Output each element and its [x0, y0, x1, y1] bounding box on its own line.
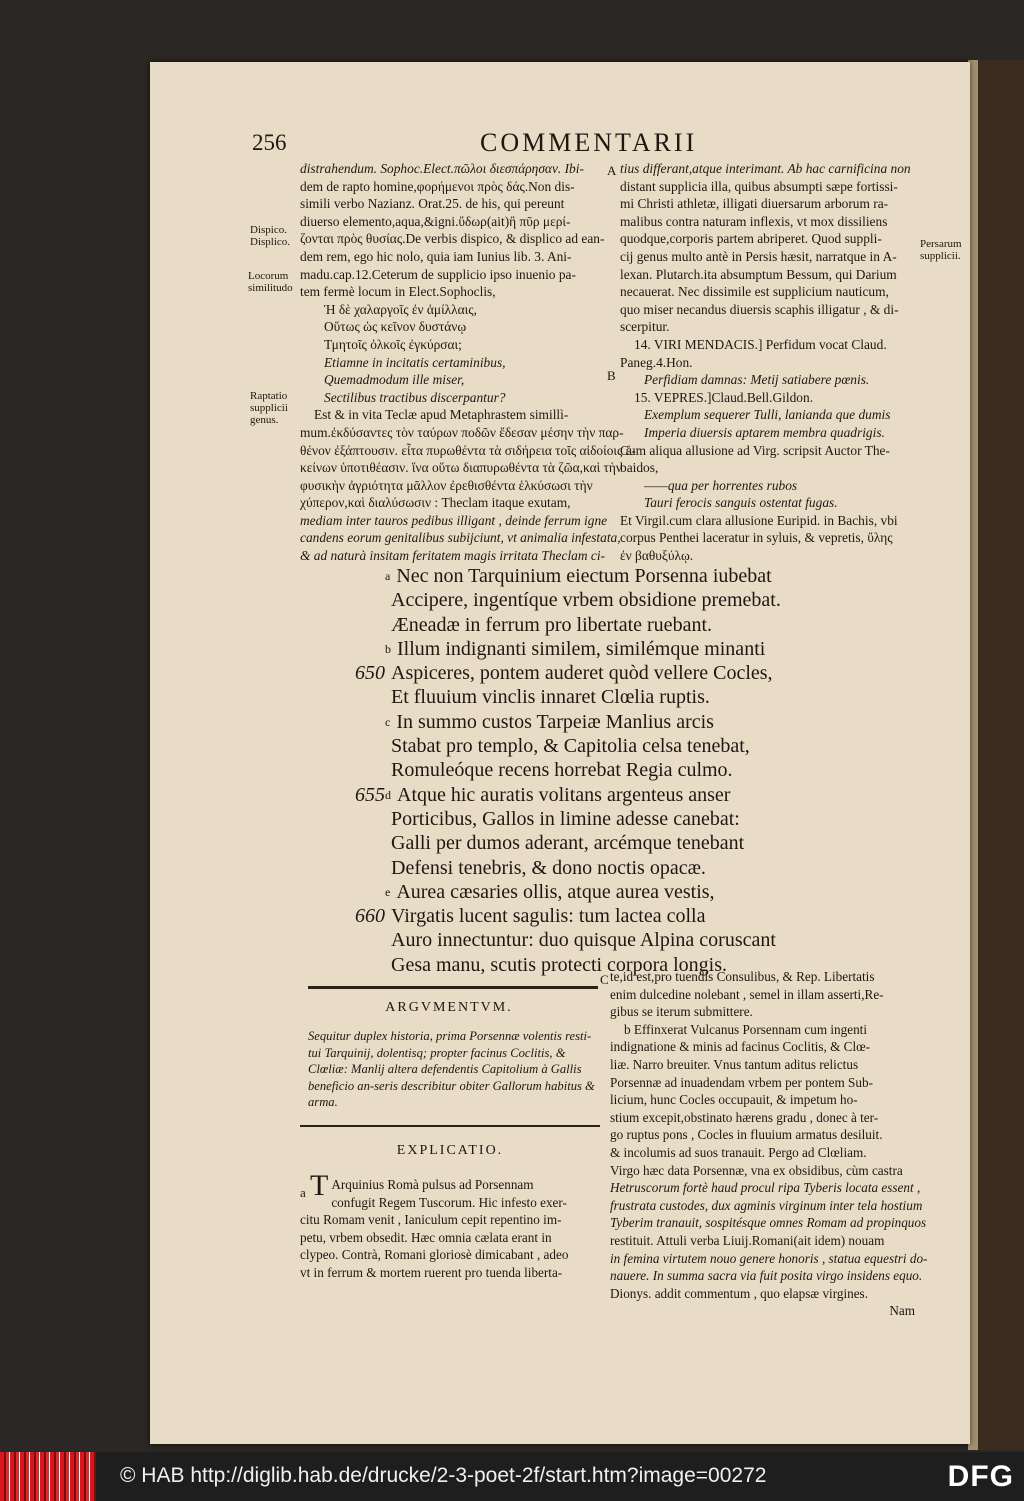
text-line: Imperia diuersis aptarem membra quadrigis. — [644, 424, 885, 440]
page-number: 256 — [252, 130, 287, 155]
text-line: quo miser necandus diuersis scaphis illigatur , & di- — [620, 301, 899, 317]
column-mark-a: A — [607, 163, 617, 178]
verse-text: Auro innectuntur: duo quisque Alpina coruscant — [391, 929, 776, 952]
text-line: Virgo hæc data Porsennæ, vna ex obsidibus, cùm castra — [610, 1162, 903, 1178]
verse-line — [355, 710, 815, 734]
text-line: Tauri ferocis sanguis ostentat fugas. — [644, 495, 838, 511]
text-line: liæ. Narro breuiter. Vnus tantum aditus relictus — [610, 1056, 859, 1072]
book-edge — [968, 60, 1024, 1450]
verse-line — [355, 904, 815, 928]
verse-block — [355, 564, 815, 977]
argumentum-text: Sequitur duplex historia, prima Porsennæ volentis resti-tui Tarquinij, dolentisq; propter facinus Coclitis, & Clœliæ: Manlij altera defendentis Capitolium à Gallis beneficio an-seris describitur obiter Gallorum habitus & arma. — [308, 1029, 595, 1109]
text-line: 15. VEPRES.]Claud.Bell.Gildon. — [634, 389, 814, 405]
text-line: simili verbo Nazianz. Orat.25. de his, qui pereunt — [300, 196, 565, 212]
text-line: gibus se iterum submittere. — [610, 1004, 753, 1020]
verse-line — [355, 783, 815, 807]
text-line: diuerso elemento,aqua,&igni.ὕδωρ(ait)ἢ πῦρ μερί- — [300, 213, 571, 229]
text-line: quodque,corporis partem abriperet. Quod suppli- — [620, 231, 882, 247]
text-line: dem de rapto homine,φορήμενοι πρὸς δάς.Non dis- — [300, 178, 575, 194]
color-calibration-bar — [0, 1452, 96, 1501]
text-line: enim dulcedine nolebant , semel in illam asserti,Re- — [610, 986, 884, 1002]
text-line: Est & in vita Teclæ apud Metaphrastem simillì- — [314, 407, 569, 423]
verse-text: Defensi tenebris, & dono noctis opacæ. — [391, 856, 706, 879]
text-line: Cum aliqua allusione ad Virg. scripsit Auctor The- — [620, 442, 890, 458]
text-line: dem rem, ego hic nolo, quia iam Iunius lib. 3. Ani- — [300, 248, 572, 264]
text-line: mum.ἐκδύσαντες τὸν ταύρων ποδῶν ἔδεσαν μέσην τὴν παρ- — [300, 424, 624, 440]
text-line: Sectilibus tractibus discerpantur? — [324, 389, 506, 405]
text-line: χύπερον,καὶ διαλύσωσιν : Theclam itaque exutam, — [300, 495, 571, 511]
text-line: Paneg.4.Hon. — [620, 354, 693, 370]
verse-text: Gesa manu, scutis protecti corpora longis. — [391, 953, 728, 976]
running-head: COMMENTARII — [480, 128, 698, 157]
margin-note-dispico: Dispico. Displico. — [250, 224, 291, 248]
lower-right-column — [610, 968, 928, 1320]
verse-text: Nec non Tarquinium eiectum Porsenna iubebat — [396, 565, 772, 587]
dfg-logo: DFG — [947, 1460, 1014, 1493]
text-line: ——qua per horrentes rubos — [644, 477, 798, 493]
text-line: te,id est,pro tuendis Consulibus, & Rep. Libertatis — [610, 969, 875, 984]
text-line: Τμητοῖς ὁλκοῖς ἐγκύρσαι; — [324, 336, 462, 352]
section-rule-2 — [300, 1125, 600, 1127]
text-line: Dionys. addit commentum , quo elapsæ virgines. — [610, 1285, 868, 1301]
drop-cap: T — [310, 1169, 329, 1202]
text-line: ἐν βαθυξύλῳ. — [620, 548, 694, 564]
text-line: mi Christi athletæ, illigati diuersarum arborum ra- — [620, 196, 889, 212]
text-line: Nam — [889, 1303, 915, 1319]
verse-text: Galli per dumos aderant, arcémque tenebant — [391, 832, 745, 855]
verse-text: Accipere, ingentíque vrbem obsidione premebat. — [391, 589, 781, 612]
text-line: corpus Penthei laceratur in syluis, & vepretis, ὕλης — [620, 530, 893, 546]
verse-line — [355, 856, 815, 880]
text-line: nauere. In summa sacra via fuit posita virgo insidens equo. — [610, 1268, 923, 1284]
text-line: Οὕτως ὡς κεῖνον δυστάνῳ — [324, 319, 467, 335]
text-line: 14. VIRI MENDACIS.] Perfidum vocat Claud. — [634, 336, 887, 352]
verse-text: Et fluuium vinclis innaret Clœlia ruptis. — [391, 686, 710, 709]
margin-note-raptatio: Raptatio supplicii genus. — [250, 390, 288, 426]
verse-line-number: 655 — [355, 783, 385, 806]
text-line: distrahendum. Sophoc.Elect.πῶλοι διεσπάρησαν. Ibi- — [300, 161, 584, 176]
text-line: baidos, — [620, 460, 659, 476]
verse-line — [355, 880, 815, 904]
note-letter: c — [385, 714, 391, 729]
left-column — [300, 160, 636, 565]
verse-text: Aurea cæsaries ollis, atque aurea vestis, — [396, 880, 715, 903]
text-line: indignatione & minis ad facinus Coclitis, & Clœ- — [610, 1039, 871, 1055]
text-line: Exemplum sequerer Tulli, lanianda que dumis — [644, 407, 891, 423]
text-line: petu, vrbem obsedit. Hæc omnia cælata erant in — [300, 1229, 552, 1245]
text-line: licium, hunc Cocles occupauit, & impetum ho- — [610, 1092, 858, 1108]
text-line: stium excepit,obstinato hærens gradu , donec à ter- — [610, 1109, 879, 1125]
text-line: distant supplicia illa, quibus absumpti sæpe fortissi- — [620, 178, 898, 194]
text-line: Ἡ δὲ χαλαργοῖς ἐν ἁμίλλαις, — [324, 301, 477, 317]
verse-line — [355, 928, 815, 952]
note-letter: d — [385, 787, 391, 802]
verse-text: Stabat pro templo, & Capitolia celsa tenebat, — [391, 735, 750, 758]
column-mark-c: C — [600, 972, 609, 987]
text-line: θένον ἐξάπτουσιν. εἶτα πυρωθέντα τὰ σιδήρεια τοῖς αἰδοίοις ἐ- — [300, 442, 636, 458]
verse-line — [355, 661, 815, 685]
text-line: frustrata custodes, dux agminis virginum inter tela hostium — [610, 1197, 923, 1213]
explicatio-letter: a — [300, 1185, 306, 1200]
verse-line-number: 660 — [355, 905, 385, 928]
verse-line — [355, 685, 815, 709]
verse-line — [355, 831, 815, 855]
text-line: & ad naturà insitam feritatem magis irritata Theclam ci- — [300, 548, 606, 564]
text-line: clypeo. Contrà, Romani gloriosè dimicabant , adeo — [300, 1247, 569, 1263]
verse-line — [355, 807, 815, 831]
text-line: Quemadmodum ille miser, — [324, 372, 465, 388]
verse-line — [355, 613, 815, 637]
text-line: Tyberim tranauit, sospitésque omnes Romam ad propinquos — [610, 1215, 927, 1231]
text-line: Porsennæ ad inuadendam vrbem per pontem Sub- — [610, 1074, 873, 1090]
argumentum-title: ARGVMENTVM. — [385, 1000, 513, 1015]
text-line: mediam inter tauros pedibus illigant , deinde ferrum igne — [300, 512, 608, 528]
text-line: Arquinius Romà pulsus ad Porsennam — [331, 1177, 534, 1192]
text-line: Perfidiam damnas: Metij satiabere pœnis. — [644, 372, 870, 388]
text-line: go ruptus pons , Cocles in fluuium armatus desiluit. — [610, 1127, 883, 1143]
note-letter: e — [385, 884, 391, 899]
text-line: κείνων ὑποτιθέασιν. ἵνα οὕτω διαπυρωθέντα τὰ ζῶα,καὶ τὴν — [300, 460, 622, 476]
text-line: Et Virgil.cum clara allusione Euripid. in Bachis, vbi — [620, 512, 898, 528]
explicatio-title: EXPLICATIO. — [396, 1143, 504, 1158]
text-line: & incolumis ad suos tranauit. Pergo ad Clœliam. — [610, 1144, 867, 1160]
text-line: lexan. Plutarch.ita absumptum Bessum, qui Darium — [620, 266, 897, 282]
text-line: necauerat. Nec dissimile est supplicium nauticum, — [620, 284, 889, 300]
verse-line — [355, 758, 815, 782]
note-letter: b — [385, 641, 391, 656]
verse-text: Æneadæ in ferrum pro libertate ruebant. — [391, 613, 712, 636]
verse-line — [355, 637, 815, 661]
verse-line-number: 650 — [355, 662, 385, 685]
text-line: tius differant,atque interimant. Ab hac carnificina non — [620, 161, 911, 176]
text-line: restituit. Attuli verba Liuij.Romani(ait idem) nouam — [610, 1232, 885, 1248]
verse-text: Illum indignanti similem, similémque minanti — [397, 637, 766, 660]
text-line: candens eorum genitalibus subijciunt, vt animalia infestata, — [300, 530, 621, 546]
text-line: scerpitur. — [620, 319, 670, 335]
column-mark-b: B — [607, 368, 616, 383]
section-rule — [308, 986, 598, 989]
footer-copyright-link[interactable]: © HAB http://diglib.hab.de/drucke/2-3-poet-2f/start.htm?image=00272 — [120, 1464, 767, 1487]
verse-line — [355, 588, 815, 612]
explicatio-text — [300, 1169, 600, 1282]
right-column — [620, 160, 925, 565]
text-line: Hetruscorum fortè haud procul ripa Tyberis locata essent , — [610, 1180, 921, 1196]
margin-note-persarum: Persarum supplicii. — [920, 238, 962, 262]
verse-text: Aspiceres, pontem auderet quòd vellere Cocles, — [391, 662, 773, 685]
text-line: Etiamne in incitatis certaminibus, — [324, 354, 506, 370]
text-line: vt in ferrum & mortem ruerent pro tuenda liberta- — [300, 1264, 563, 1280]
text-line: ζονται πρὸς θυσίας.De verbis dispico, & displico ad ean- — [300, 231, 605, 247]
margin-note-locorum: Locorum similitudo — [248, 270, 293, 294]
verse-text: Virgatis lucent sagulis: tum lactea colla — [391, 905, 706, 928]
verse-text: Atque hic auratis volitans argenteus anser — [397, 783, 731, 806]
verse-text: In summo custos Tarpeiæ Manlius arcis — [396, 710, 714, 733]
note-letter: a — [385, 569, 391, 583]
verse-line — [355, 734, 815, 758]
text-line: cij genus multo antè in Persis hæsit, narratque in A- — [620, 248, 897, 264]
text-line: malibus contra naturam inflexis, vt mox dissiliens — [620, 213, 888, 229]
text-line: b Effinxerat Vulcanus Porsennam cum ingenti — [624, 1021, 868, 1037]
text-line: madu.cap.12.Ceterum de supplicio ipso inuenio pa- — [300, 266, 576, 282]
viewer-footer — [96, 1452, 1024, 1501]
text-line: φυσικὴν ἀγριότητα μᾶλλον ἐρεθισθέντα ἑλκύσωσι τὴν — [300, 477, 593, 493]
text-line: citu Romam venit , Ianiculum cepit repentino im- — [300, 1212, 562, 1228]
text-line: confugit Regem Tuscorum. Hic infesto exer- — [331, 1194, 567, 1210]
verse-line — [355, 564, 815, 588]
text-line: in femina virtutem nouo genere honoris , statua equestri do- — [610, 1250, 928, 1266]
verse-text: Romuleóque recens horrebat Regia culmo. — [391, 759, 733, 782]
verse-text: Porticibus, Gallos in limine adesse canebat: — [391, 807, 740, 830]
text-line: tem fermè locum in Elect.Sophoclis, — [300, 284, 496, 300]
